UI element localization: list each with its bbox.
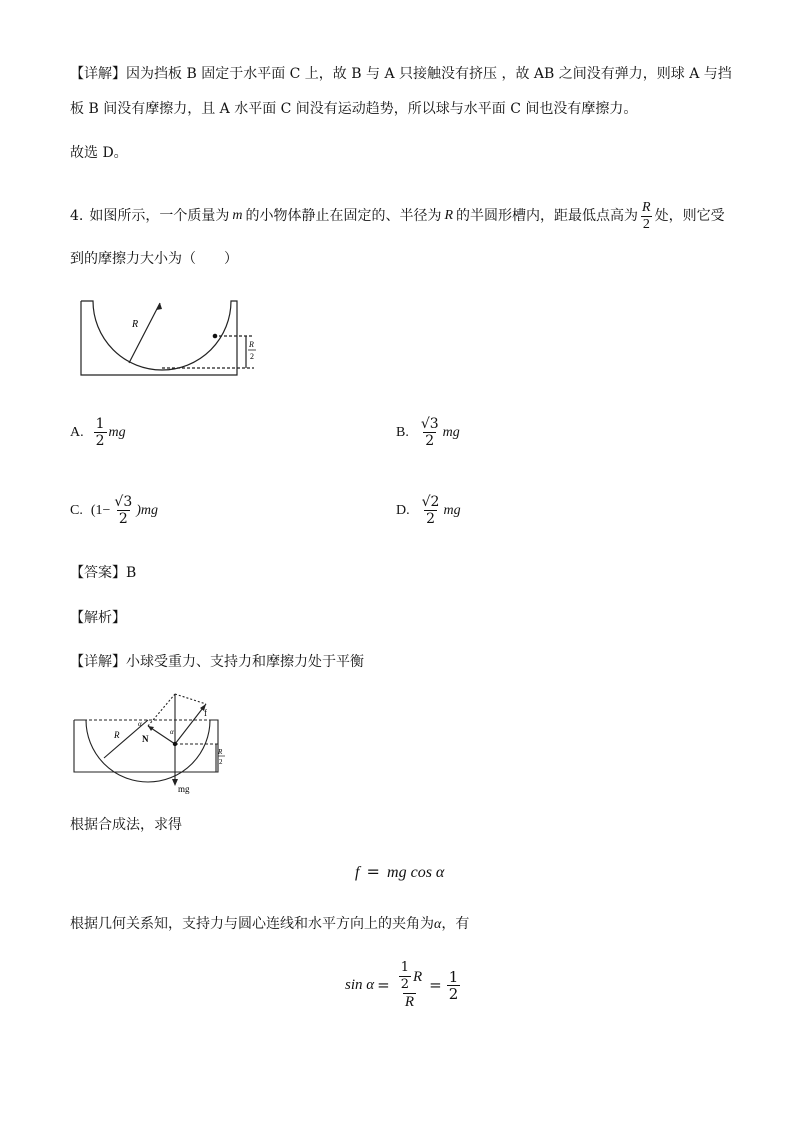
option-a-fraction: $\frac{1}{2}$ xyxy=(95,416,105,449)
figure2-label-R: R xyxy=(114,730,120,740)
eq2-compound-fraction: $\frac{1}{2}$ R R xyxy=(400,960,423,1010)
option-a[interactable]: A. $\frac{1}{2}$ mg xyxy=(70,416,126,449)
trough-outline xyxy=(81,301,237,375)
trough2-outline xyxy=(74,720,218,782)
fraction-R-over-2: $\frac{R}{2}$ xyxy=(642,199,651,232)
option-d[interactable]: D. $\frac{√2}{2}$ mg xyxy=(396,494,461,527)
radius-line xyxy=(129,303,160,363)
figure2-label-alpha2: α xyxy=(170,728,174,736)
answer-tag: 【答案】 xyxy=(70,565,126,581)
figure2-label-alpha: α xyxy=(138,720,142,728)
option-b[interactable]: B. $\frac{√3}{2}$ mg xyxy=(396,416,460,449)
detail-paragraph-2 xyxy=(70,652,364,672)
figure1-label-R: R xyxy=(132,319,139,330)
option-c-label: C. xyxy=(70,502,83,518)
friction-arrow xyxy=(175,704,206,744)
equation-2: sin α = $\frac{1}{2}$ R R = $\frac{1}{2}$ xyxy=(345,960,459,1010)
detail-line-2: 板 B 间没有摩擦力，且 A 水平面 C 间没有运动趋势，所以球与水平面 C 间也没有摩擦力。 xyxy=(70,101,638,117)
detail2-text: 小球受重力、支持力和摩擦力处于平衡 xyxy=(126,654,364,670)
step-1-text: 根据合成法，求得 xyxy=(70,817,182,833)
detail-paragraph-1 xyxy=(70,64,732,84)
figure2-label-mg: mg xyxy=(178,784,190,794)
equation-1: f = mg cos α xyxy=(355,862,445,881)
var-m: m xyxy=(232,208,243,223)
option-d-fraction: $\frac{√2}{2}$ xyxy=(421,494,440,527)
question-line-1 xyxy=(70,194,725,238)
eq2-result-fraction: $\frac{1}{2}$ xyxy=(448,967,459,1003)
figure2-height-den: 2 xyxy=(219,758,223,766)
figure-force-diagram xyxy=(70,690,230,800)
step-2-line: 根据几何关系知，支持力与圆心连线和水平方向上的夹角为α，有 xyxy=(70,916,470,932)
option-d-label: D. xyxy=(396,502,410,518)
option-c[interactable]: C. (1− $\frac{√3}{2}$ )mg xyxy=(70,494,159,527)
eq1-rhs: mg cos α xyxy=(387,864,445,881)
question-number: 4. xyxy=(70,208,84,224)
answer-line xyxy=(70,563,136,583)
figure2-label-N: N xyxy=(142,734,149,744)
question-text-2: 的小物体静止在固定的、半径为 xyxy=(245,208,442,224)
option-c-fraction: $\frac{√3}{2}$ xyxy=(114,494,133,527)
question-text-4: 处，则它受 xyxy=(654,208,725,224)
eq2-lhs: sin α xyxy=(345,976,375,993)
question-text-1: 如图所示，一个质量为 xyxy=(89,208,230,224)
option-b-fraction: $\frac{√3}{2}$ xyxy=(420,416,439,449)
option-b-label: B. xyxy=(396,424,409,440)
detail-tag: 【详解】 xyxy=(70,66,126,82)
analysis-tag: 【解析】 xyxy=(70,610,126,626)
figure1-height-num: R xyxy=(249,340,254,349)
answer-value: B xyxy=(126,565,137,581)
detail2-tag: 【详解】 xyxy=(70,654,126,670)
var-R: R xyxy=(444,208,454,223)
detail-line-1: 因为挡板 B 固定于水平面 C 上，故 B 与 A 只接触没有挤压 ，故 AB 之间没有弹力，则球 A 与挡 xyxy=(126,66,732,82)
option-a-label: A. xyxy=(70,424,84,440)
question-text-3: 的半圆形槽内，距最低点高为 xyxy=(456,208,639,224)
object-dot xyxy=(213,334,218,339)
figure2-label-f: f xyxy=(204,708,207,718)
figure-semicircle-trough xyxy=(76,295,276,385)
figure1-height-den: 2 xyxy=(250,352,254,361)
question-line-2: 到的摩擦力大小为（ ） xyxy=(70,251,238,267)
step-2-text: 根据几何关系知，支持力与圆心连线和水平方向上的夹角为 xyxy=(70,916,434,932)
figure2-height-num: R xyxy=(218,748,223,756)
eq1-lhs: f xyxy=(355,864,360,881)
choice-line: 故选 D。 xyxy=(70,145,128,161)
